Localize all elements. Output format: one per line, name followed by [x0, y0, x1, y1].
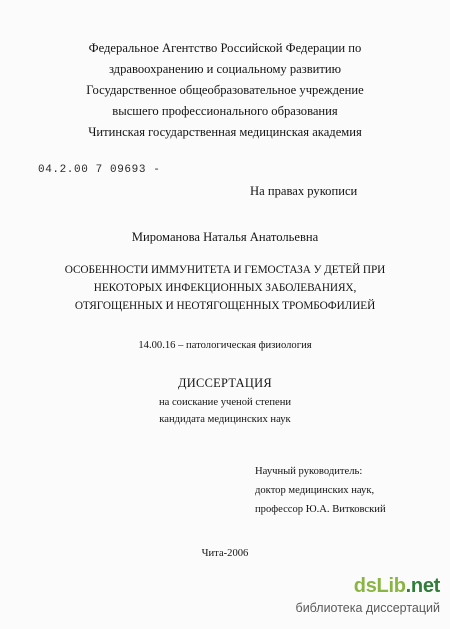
registration-code: 04.2.00 7 09693 - [38, 164, 161, 176]
manuscript-rights-label: На правах рукописи [250, 184, 358, 198]
city-year: Чита-2006 [201, 548, 249, 559]
supervisor-heading: Научный руководитель: [255, 466, 363, 477]
org-line-1: Федеральное Агентство Российской Федерации по [88, 41, 362, 55]
dslib-watermark [280, 576, 440, 624]
dslib-logo [354, 576, 440, 596]
org-line-5: Читинская государственная медицинская академия [88, 125, 362, 139]
title-line-3: ОТЯГОЩЕННЫХ И НЕОТЯГОЩЕННЫХ ТРОМБОФИЛИЕЙ [74, 300, 376, 312]
thesis-label: ДИССЕРТАЦИЯ [178, 376, 272, 390]
degree-purpose-line-1: на соискание ученой степени [158, 397, 292, 408]
title-line-2: НЕКОТОРЫХ ИНФЕКЦИОННЫХ ЗАБОЛЕВАНИЯХ, [93, 282, 357, 294]
org-line-3: Государственное общеобразовательное учреждение [86, 83, 364, 97]
title-line-1: ОСОБЕННОСТИ ИММУНИТЕТА И ГЕМОСТАЗА У ДЕТЕЙ ПРИ [64, 264, 386, 276]
dslib-caption: библиотека диссертаций [295, 601, 440, 615]
degree-purpose-line-2: кандидата медицинских наук [159, 414, 291, 425]
specialty-code: 14.00.16 – патологическая физиология [138, 340, 312, 351]
supervisor-name: профессор Ю.А. Витковский [255, 504, 386, 515]
dslib-logo-name: dsLib [353, 575, 406, 597]
supervisor-degree: доктор медицинских наук, [255, 485, 375, 496]
author-name: Мироманова Наталья Анатольевна [131, 230, 319, 244]
org-line-2: здравоохранению и социальному развитию [108, 62, 342, 76]
org-line-4: высшего профессионального образования [112, 104, 338, 118]
dslib-logo-domain: .net [405, 575, 440, 597]
